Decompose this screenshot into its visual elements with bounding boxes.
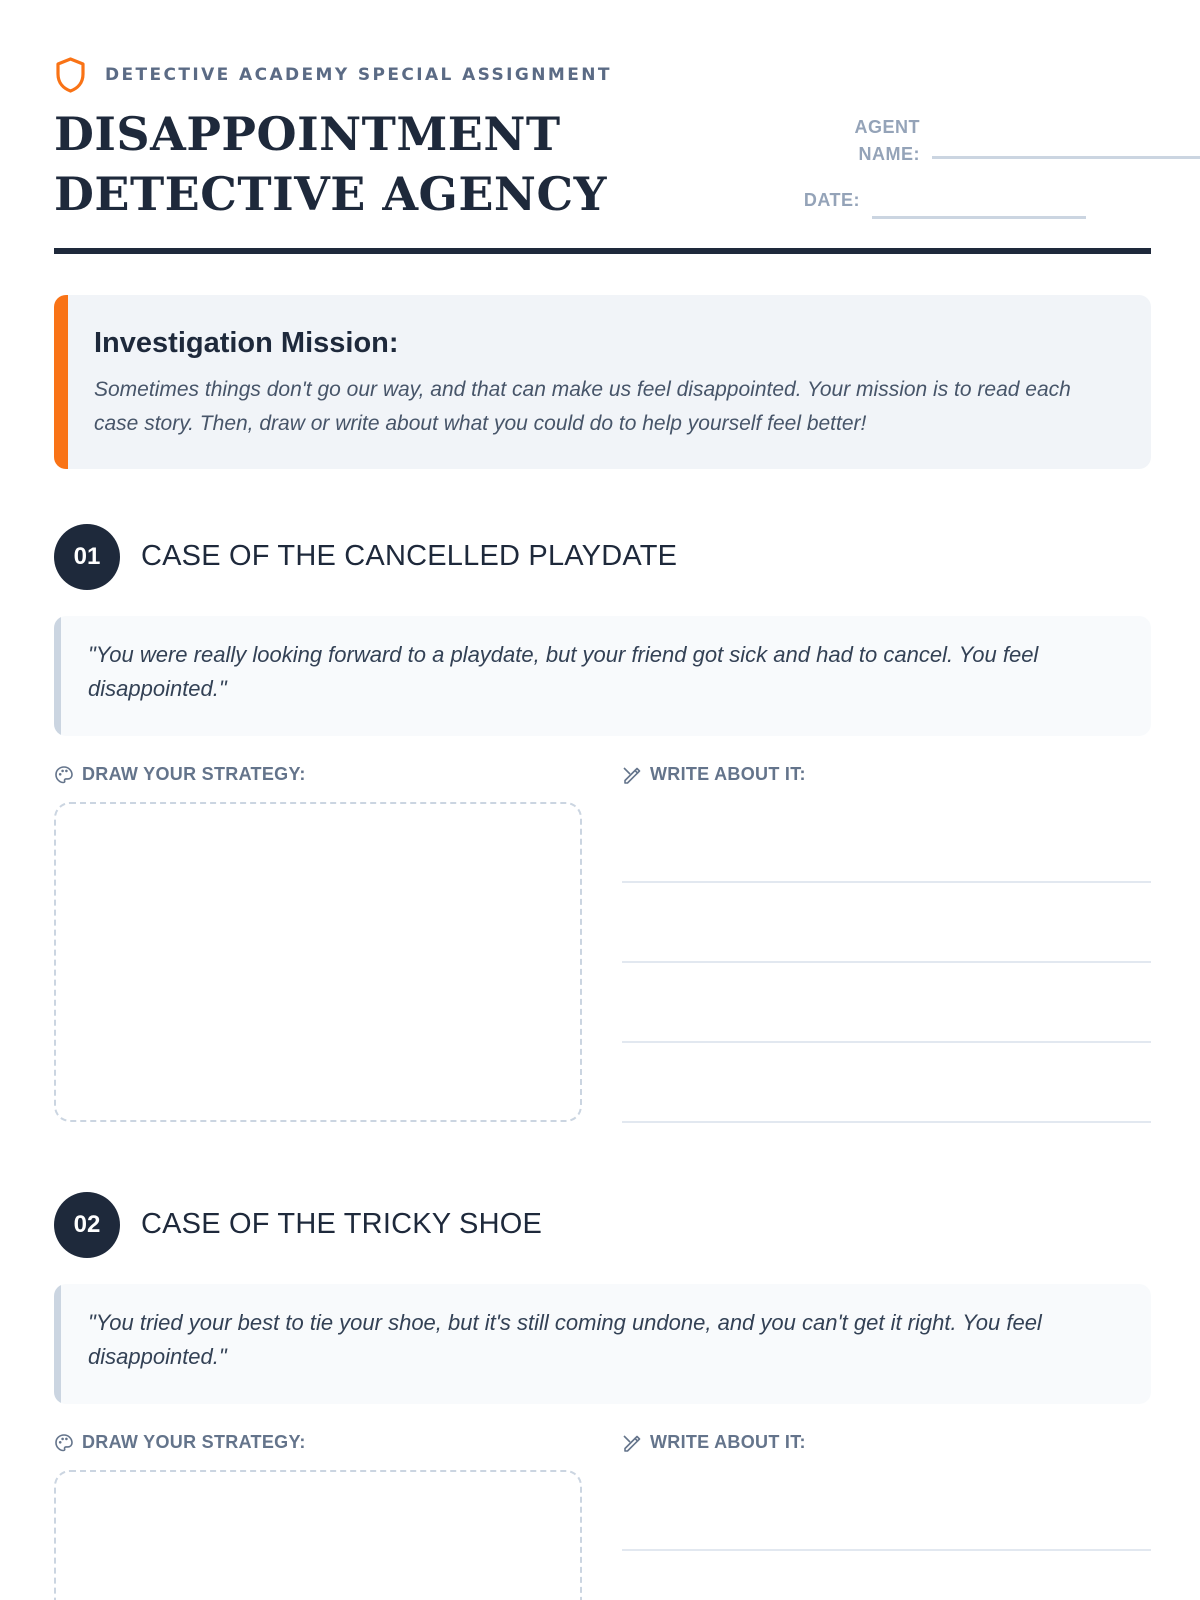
agent-name-label-line-1: AGENT [854, 117, 920, 137]
agent-name-label-line-2: NAME: [858, 144, 920, 164]
draw-strategy-label [54, 764, 306, 785]
draw-strategy-label-text: DRAW YOUR STRATEGY: [82, 1432, 306, 1452]
title-line-1: DISAPPOINTMENT [54, 107, 561, 161]
draw-strategy-label-text: DRAW YOUR STRATEGY: [82, 764, 306, 784]
case-number-badge: 01 [54, 524, 120, 590]
pencil-icon [622, 1433, 642, 1453]
case-story-text: "You were really looking forward to a playdate, but your friend got sick and had to cancel. You feel disappointed." [88, 642, 1039, 701]
case-title: CASE OF THE CANCELLED PLAYDATE [141, 540, 678, 572]
palette-icon [54, 1433, 74, 1453]
shield-icon [54, 56, 87, 94]
agent-name-field[interactable] [932, 156, 1200, 159]
draw-strategy-label [54, 1432, 306, 1453]
pencil-icon [622, 765, 642, 785]
write-about-label-text: WRITE ABOUT IT: [650, 1432, 806, 1452]
writing-line[interactable] [622, 1041, 1151, 1043]
mission-text: Sometimes things don't go our way, and that can make us feel disappointed. Your mission is to read each case story. Then, draw or write about what you could do to help yourself feel better! [94, 378, 1071, 435]
header-divider [54, 248, 1151, 254]
drawing-area[interactable] [54, 802, 582, 1122]
mission-panel [54, 295, 1151, 469]
writing-line[interactable] [622, 1121, 1151, 1123]
drawing-area[interactable] [54, 1470, 582, 1600]
story-accent-bar [54, 616, 61, 736]
mission-title: Investigation Mission: [94, 327, 399, 359]
mission-accent-bar [54, 295, 68, 469]
writing-line[interactable] [622, 881, 1151, 883]
academy-banner [54, 56, 612, 94]
case-number-badge: 02 [54, 1192, 120, 1258]
page-title [54, 104, 607, 224]
case-story-text: "You tried your best to tie your shoe, but it's still coming undone, and you can't get it right. You feel disappointed." [88, 1310, 1042, 1369]
write-about-label [622, 764, 806, 785]
writing-line[interactable] [622, 961, 1151, 963]
case-story [54, 1284, 1151, 1404]
write-about-label [622, 1432, 806, 1453]
agent-name-label [794, 114, 920, 168]
palette-icon [54, 765, 74, 785]
date-field[interactable] [872, 216, 1086, 219]
story-accent-bar [54, 1284, 61, 1404]
academy-label: DETECTIVE ACADEMY SPECIAL ASSIGNMENT [105, 65, 612, 85]
write-about-label-text: WRITE ABOUT IT: [650, 764, 806, 784]
case-story [54, 616, 1151, 736]
writing-line[interactable] [622, 1549, 1151, 1551]
worksheet-header [54, 56, 1151, 256]
case-title: CASE OF THE TRICKY SHOE [141, 1208, 543, 1240]
date-label: DATE: [803, 190, 860, 210]
title-line-2: DETECTIVE AGENCY [54, 167, 607, 221]
